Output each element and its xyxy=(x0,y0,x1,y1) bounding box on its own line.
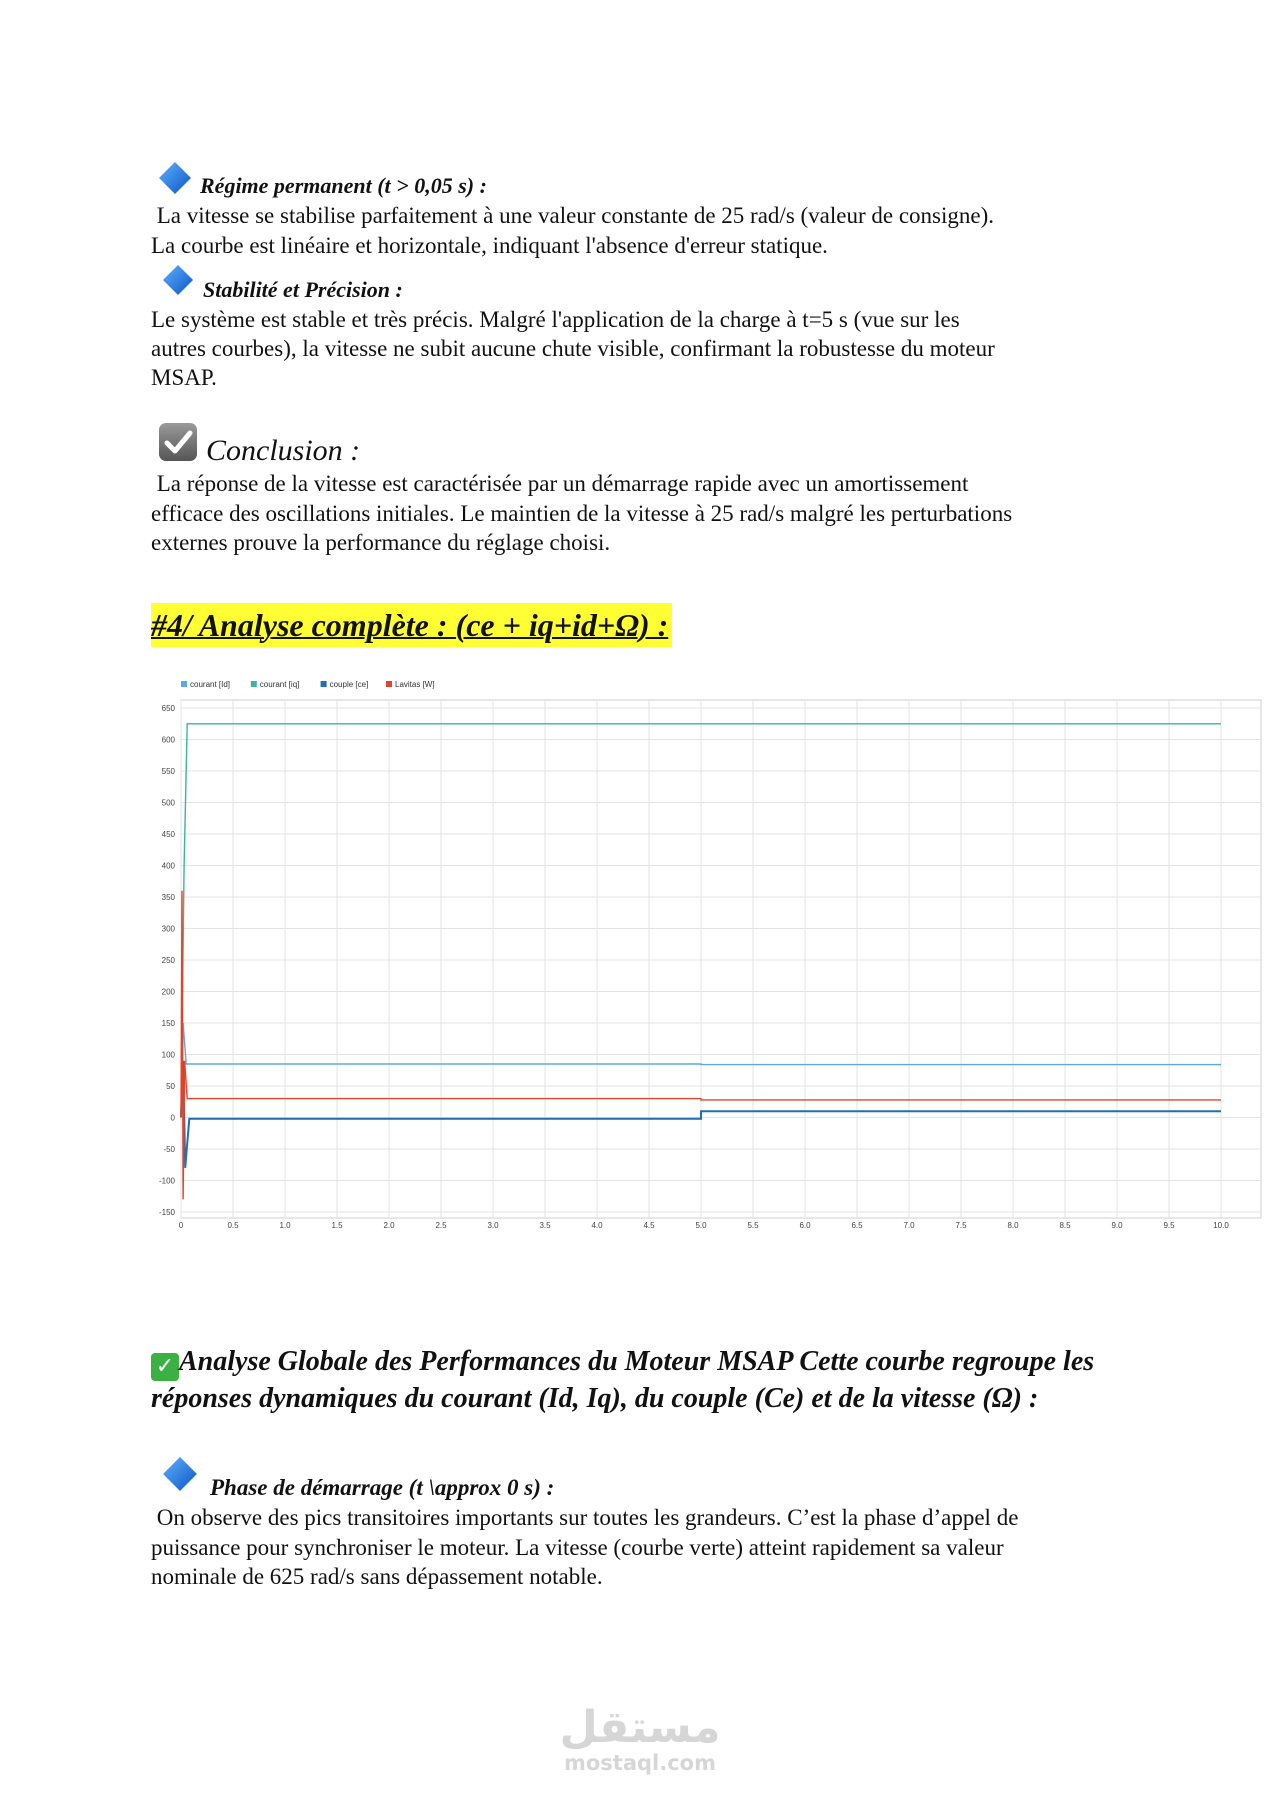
y-tick-label: 650 xyxy=(161,704,175,713)
checkbox-icon xyxy=(158,422,198,462)
conclusion-line-3: externes prouve la performance du réglage choisi. xyxy=(151,530,611,555)
y-tick-label: -100 xyxy=(158,1176,175,1186)
blue-diamond-icon xyxy=(162,264,194,296)
y-tick-label: 200 xyxy=(161,987,175,997)
y-tick-label: 350 xyxy=(161,893,175,902)
x-tick-label: 6.5 xyxy=(851,1221,863,1230)
demarrage-line-2: puissance pour synchroniser le moteur. La vitesse (courbe verte) atteint rapidement sa valeur xyxy=(151,1535,1004,1560)
stabilite-line-2: autres courbes), la vitesse ne subit aucune chute visible, confirmant la robustesse du moteur xyxy=(151,336,995,361)
chart-container xyxy=(151,666,1265,1230)
plot-area xyxy=(181,700,1261,1218)
x-tick-label: 7.5 xyxy=(955,1221,967,1230)
conclusion-line-2: efficace des oscillations initiales. Le maintien de la vitesse à 25 rad/s malgré les perturbations xyxy=(151,501,1013,526)
y-tick-label: 150 xyxy=(161,1019,175,1028)
x-tick-label: 8.0 xyxy=(1007,1221,1019,1230)
regime-permanent-heading: Régime permanent (t > 0,05 s) : xyxy=(200,173,487,198)
legend-label: courant [iq] xyxy=(259,680,300,689)
y-tick-label: 500 xyxy=(161,798,175,808)
legend-swatch xyxy=(321,681,327,687)
x-tick-label: 7.0 xyxy=(903,1221,915,1230)
demarrage-line-1: On observe des pics transitoires importants sur toutes les grandeurs. C’est la phase d’appel de xyxy=(151,1505,1019,1530)
legend-swatch xyxy=(251,681,257,687)
x-tick-label: 0.5 xyxy=(227,1221,239,1230)
x-tick-label: 9.5 xyxy=(1163,1221,1175,1230)
line-chart xyxy=(151,666,1265,1230)
stabilite-line-3: MSAP. xyxy=(151,365,217,390)
y-tick-label: 300 xyxy=(161,924,175,934)
x-tick-label: 4.5 xyxy=(643,1221,655,1230)
x-tick-label: 2.5 xyxy=(435,1221,447,1230)
x-tick-label: 4.0 xyxy=(591,1221,603,1230)
y-tick-label: 400 xyxy=(161,861,175,871)
legend-label: Lavitas [W] xyxy=(395,680,435,689)
demarrage-heading: Phase de démarrage (t \approx 0 s) : xyxy=(210,1475,555,1500)
blue-diamond-icon xyxy=(162,1456,198,1492)
x-tick-label: 0 xyxy=(178,1221,184,1230)
conclusion-heading: Conclusion : xyxy=(206,434,361,467)
demarrage-line-3: nominale de 625 rad/s sans dépassement notable. xyxy=(151,1564,603,1589)
x-tick-label: 8.5 xyxy=(1059,1221,1071,1230)
x-tick-label: 1.0 xyxy=(279,1221,291,1230)
y-tick-label: 50 xyxy=(166,1082,175,1091)
x-tick-label: 1.5 xyxy=(331,1221,343,1230)
y-tick-label: 100 xyxy=(161,1050,175,1060)
stabilite-heading: Stabilité et Précision : xyxy=(203,277,403,302)
legend-label: courant [Id] xyxy=(190,680,231,689)
y-tick-label: 0 xyxy=(170,1113,175,1123)
x-tick-label: 5.5 xyxy=(747,1221,759,1230)
x-tick-label: 6.0 xyxy=(799,1221,811,1230)
conclusion-line-1: La réponse de la vitesse est caractérisée par un démarrage rapide avec un amortissement xyxy=(151,471,969,496)
x-tick-label: 2.0 xyxy=(383,1221,395,1230)
section-4-title: #4/ Analyse complète : (ce + iq+id+Ω) : xyxy=(151,603,672,647)
analyse-globale-title xyxy=(151,1344,1151,1417)
mostaql-watermark xyxy=(540,1702,740,1775)
y-tick-label: 250 xyxy=(161,956,175,965)
legend-label: couple [ce] xyxy=(329,680,369,689)
regime-line-1: La vitesse se stabilise parfaitement à une valeur constante de 25 rad/s (valeur de consigne). xyxy=(151,203,995,228)
stabilite-line-1: Le système est stable et très précis. Malgré l'application de la charge à t=5 s (vue sur les xyxy=(151,307,960,332)
x-tick-label: 3.0 xyxy=(487,1221,499,1230)
legend-swatch xyxy=(181,681,187,687)
check-mark-icon: ✓ xyxy=(151,1353,179,1381)
y-tick-label: 600 xyxy=(161,735,175,745)
y-tick-label: -50 xyxy=(163,1145,175,1154)
x-tick-label: 10.0 xyxy=(1213,1221,1229,1230)
watermark-latin: mostaql.com xyxy=(564,1751,716,1775)
blue-diamond-icon xyxy=(158,161,192,195)
y-tick-label: 550 xyxy=(161,767,175,776)
analyse-globale-text: Analyse Globale des Performances du Moteur MSAP Cette courbe regroupe les réponses dynamiques du courant (Id, Iq), du couple (Ce) et de la vitesse (Ω) : xyxy=(151,1346,1095,1414)
watermark-arabic: مستقل xyxy=(559,1702,721,1753)
x-tick-label: 9.0 xyxy=(1111,1221,1123,1230)
y-tick-label: 450 xyxy=(161,830,175,839)
x-tick-label: 5.0 xyxy=(695,1221,707,1230)
x-tick-label: 3.5 xyxy=(539,1221,551,1230)
y-tick-label: -150 xyxy=(158,1208,175,1217)
regime-line-2: La courbe est linéaire et horizontale, indiquant l'absence d'erreur statique. xyxy=(151,233,828,258)
legend-swatch xyxy=(386,681,392,687)
